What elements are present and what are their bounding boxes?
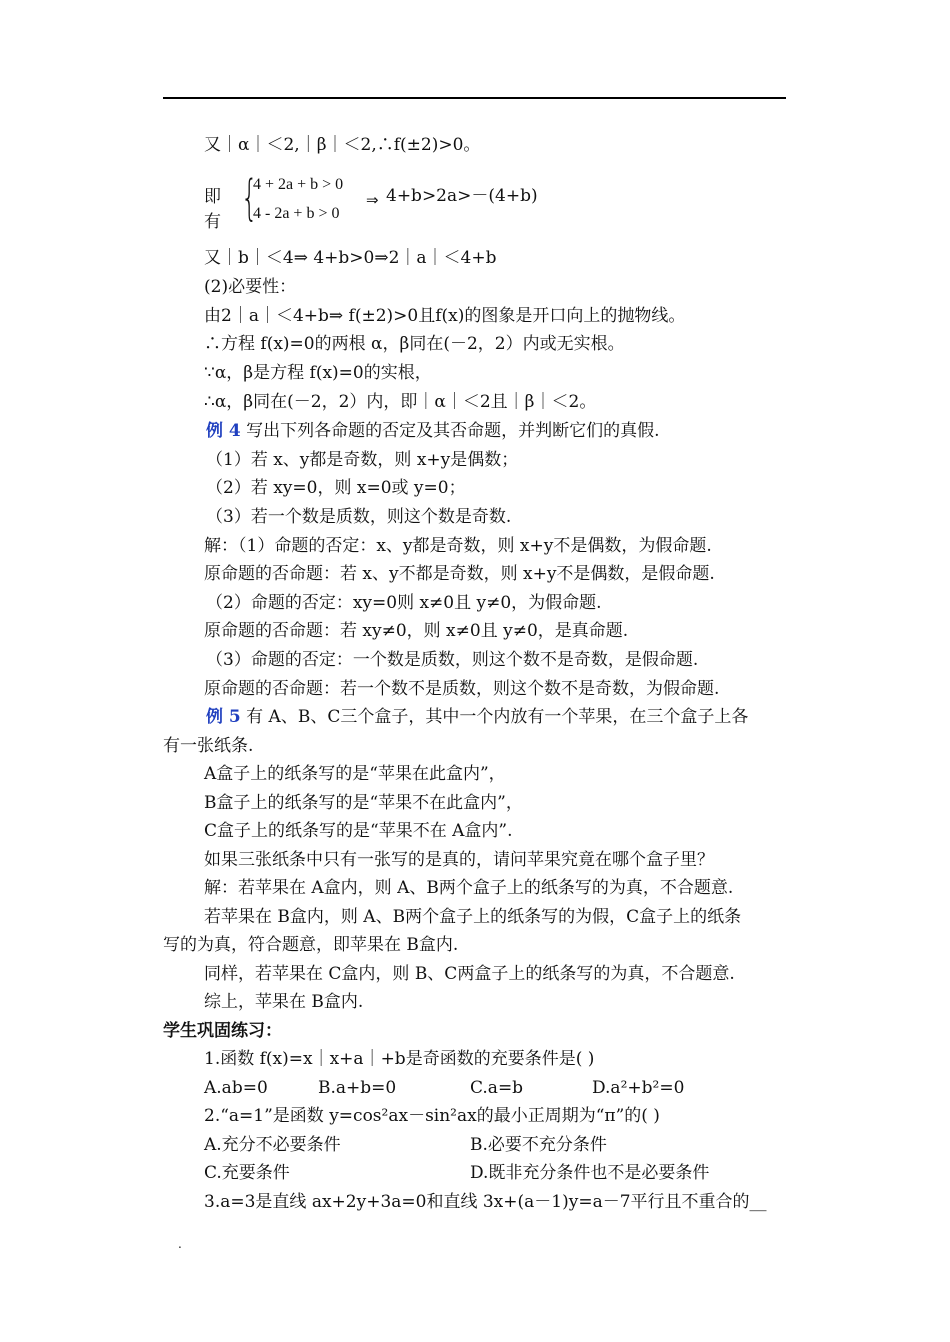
example-4-heading: [206, 420, 660, 442]
option-d: D.a²+b²=0: [592, 1078, 685, 1098]
text-line: A盒子上的纸条写的是“苹果在此盒内”，: [204, 764, 506, 784]
system-row-1: 4 + 2a + b > 0: [253, 176, 344, 193]
text-line: 同样，若苹果在 C盒内，则 B、C两盒子上的纸条写的为真，不合题意.: [204, 964, 735, 984]
text-line: C盒子上的纸条写的是“苹果不在 A盒内”.: [204, 821, 513, 841]
text-line: 又｜α｜＜2,｜β｜＜2,∴f(±2)>0。: [204, 135, 481, 155]
option-b: B.a+b=0: [318, 1078, 397, 1098]
option-b: B.必要不充分条件: [470, 1135, 607, 1155]
system-row-2: 4 - 2a + b > 0: [253, 205, 340, 222]
text-line: 解：（1）命题的否定：x、y都是奇数，则 x+y不是偶数，为假命题.: [204, 536, 712, 556]
example-5-label: 例 5: [206, 707, 241, 727]
text-line: 若苹果在 B盒内，则 A、B两个盒子上的纸条写的为假，C盒子上的纸条: [204, 907, 742, 927]
text-line: 原命题的否命题：若 x、y不都是奇数，则 x+y不是偶数，是假命题.: [204, 564, 715, 584]
option-a: A.充分不必要条件: [204, 1135, 341, 1155]
header-rule: [163, 97, 786, 99]
text-line: （2）若 xy=0，则 x=0或 y=0；: [206, 478, 466, 498]
text-line: 有一张纸条.: [163, 736, 254, 756]
option-d: D.既非充分条件也不是必要条件: [470, 1163, 710, 1183]
example-4-label: 例 4: [206, 421, 241, 441]
text-line: ∴α，β同在(－2，2）内，即｜α｜＜2且｜β｜＜2。: [204, 392, 597, 412]
text-line: 如果三张纸条中只有一张写的是真的，请问苹果究竟在哪个盒子里？: [204, 850, 714, 870]
text-line: (2)必要性：: [204, 277, 297, 297]
text-line: 由2｜a｜＜4+b⇒ f(±2)>0且f(x)的图象是开口向上的抛物线。: [204, 306, 686, 326]
text-line: 原命题的否命题：若一个数不是质数，则这个数不是奇数，为假命题.: [204, 679, 720, 699]
example-5-title: 有 A、B、C三个盒子，其中一个内放有一个苹果，在三个盒子上各: [246, 707, 749, 727]
example-4-title: 写出下列各命题的否定及其否命题，并判断它们的真假.: [246, 421, 660, 441]
text-line: 又｜b｜＜4⇒ 4+b>0⇒2｜a｜＜4+b: [204, 248, 497, 268]
system-result: 4+b>2a>－(4+b): [386, 186, 538, 206]
text-line: 解：若苹果在 A盒内，则 A、B两个盒子上的纸条写的为真，不合题意.: [204, 878, 734, 898]
text-line: B盒子上的纸条写的是“苹果不在此盒内”，: [204, 793, 523, 813]
text-line: （3）若一个数是质数，则这个数是奇数.: [206, 507, 512, 527]
option-a: A.ab=0: [204, 1078, 268, 1098]
question-1: 1.函数 f(x)=x｜x+a｜+b是奇函数的充要条件是( ): [204, 1049, 595, 1069]
implies-symbol: ⇒: [366, 191, 379, 209]
question-3: 3.a=3是直线 ax+2y+3a=0和直线 3x+(a－1)y=a－7平行且不重合的__: [204, 1192, 767, 1212]
option-c: C.a=b: [470, 1078, 524, 1098]
text-line: （3）命题的否定：一个数是质数，则这个数不是奇数，是假命题.: [206, 650, 699, 670]
text-line: 综上，苹果在 B盒内.: [204, 992, 364, 1012]
text-line: 原命题的否命题：若 xy≠0，则 x≠0且 y≠0，是真命题.: [204, 621, 629, 641]
question-2: 2.“a=1”是函数 y=cos²ax－sin²ax的最小正周期为“π”的( ): [204, 1106, 660, 1126]
text-line: ∴方程 f(x)=0的两根 α，β同在(－2，2）内或无实根。: [204, 334, 625, 354]
text-line: （1）若 x、y都是奇数，则 x+y是偶数；: [206, 450, 519, 470]
text-line: 写的为真，符合题意，即苹果在 B盒内.: [163, 935, 459, 955]
footer-mark: .: [178, 1237, 182, 1251]
practice-heading: 学生巩固练习：: [163, 1021, 282, 1041]
text-line: （2）命题的否定：xy=0则 x≠0且 y≠0，为假命题.: [206, 593, 602, 613]
left-brace-icon: {: [241, 170, 258, 226]
text-line: ∵α，β是方程 f(x)=0的实根，: [204, 363, 432, 383]
system-label: 即有: [204, 187, 221, 232]
option-c: C.充要条件: [204, 1163, 290, 1183]
example-5-heading: [206, 706, 748, 728]
